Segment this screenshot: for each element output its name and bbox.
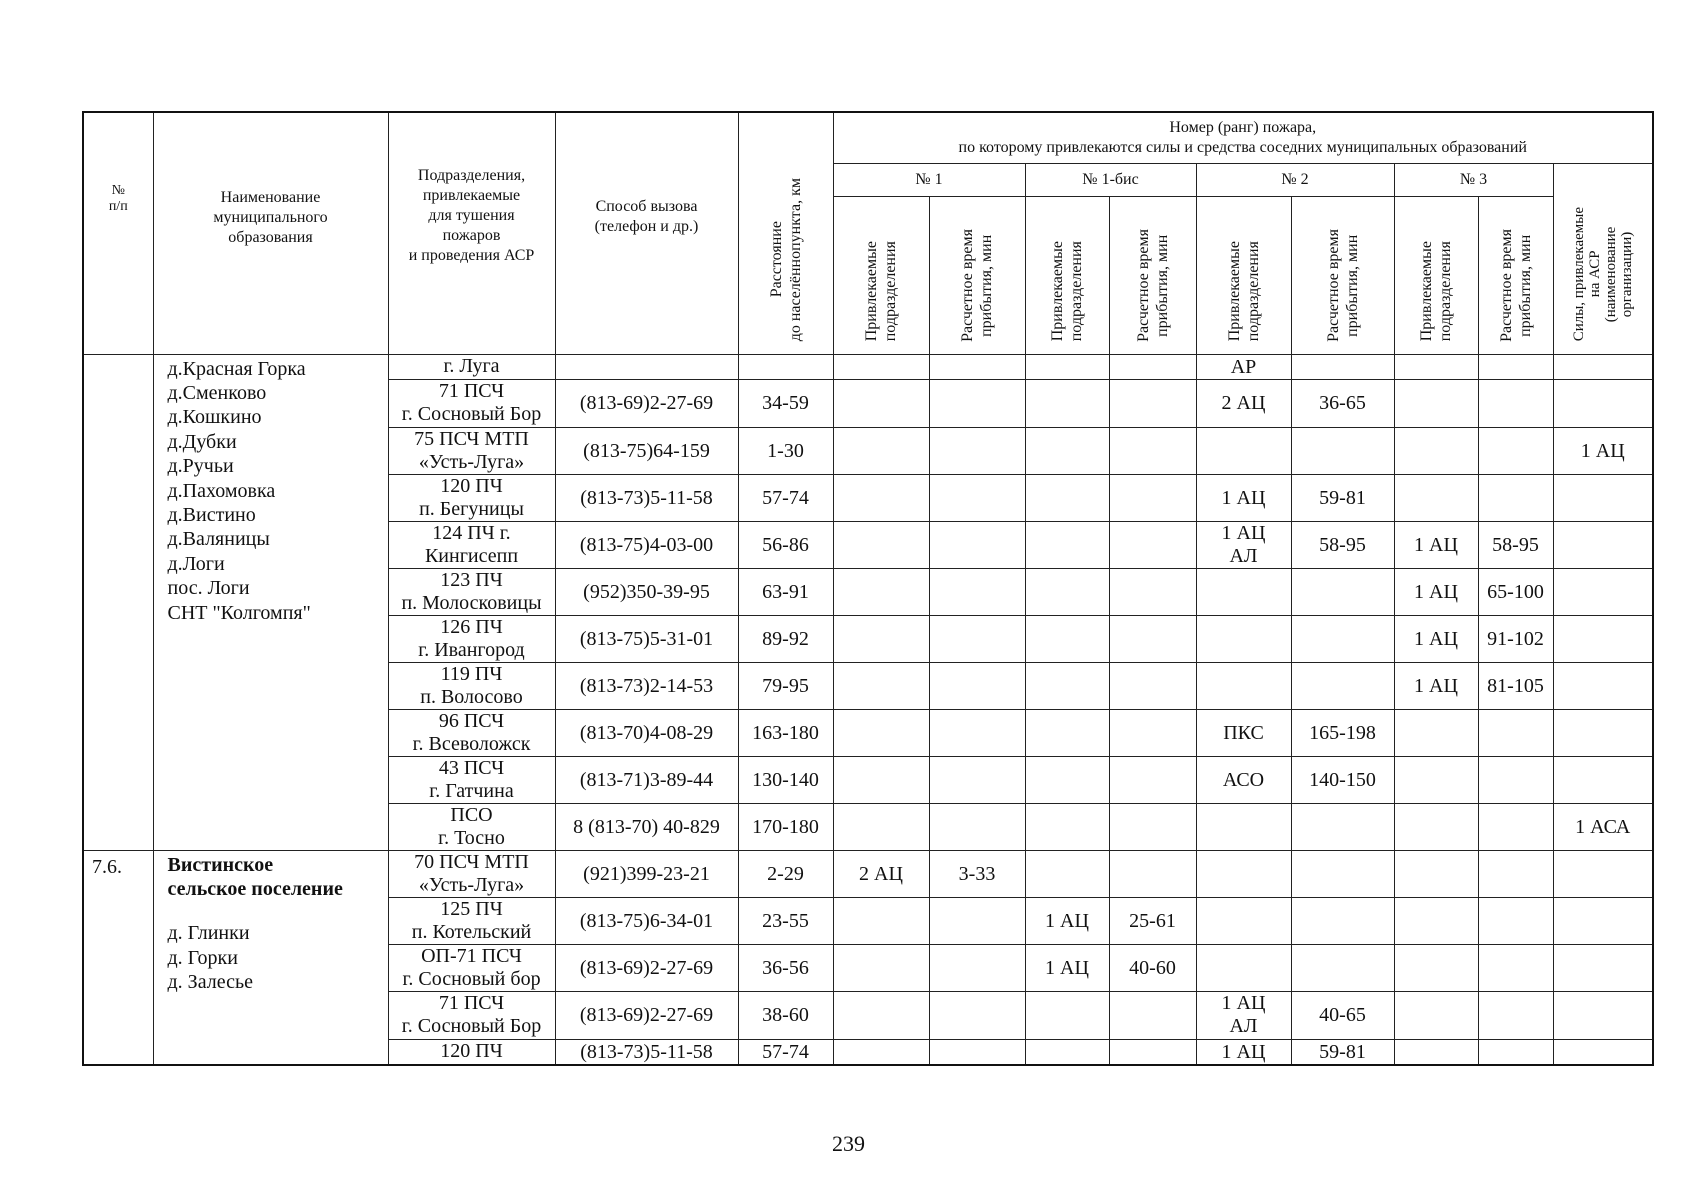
cell-distance [738,354,833,379]
cell-asr: 1 АЦ [1553,427,1653,474]
cell-r3-units: 1 АЦ [1394,568,1478,615]
header-num: № п/п [83,112,153,354]
cell-r1b-units [1025,850,1109,897]
locality-item: д.Сменково [167,381,267,404]
cell-r3-units [1394,944,1478,991]
cell-asr [1553,474,1653,521]
header-r1-time-text: Расчетное время прибытия, мин [959,228,995,342]
cell-asr [1553,897,1653,944]
cell-r3-units [1394,991,1478,1039]
cell-r3-units [1394,379,1478,427]
cell-asr [1553,709,1653,756]
cell-distance: 2-29 [738,850,833,897]
header-asr-forces [1553,163,1653,354]
header-r2-units-text: Привлекаемые подразделения [1225,241,1262,342]
cell-r2-time: 165-198 [1291,709,1394,756]
cell-asr [1553,756,1653,803]
cell-phone: (813-69)2-27-69 [555,379,738,427]
cell-r2-time: 40-65 [1291,991,1394,1039]
header-units: Подразделения, привлекаемые для тушения пожаров и проведения АСР [388,112,555,354]
cell-r2-time: 59-81 [1291,474,1394,521]
cell-unit: 71 ПСЧ г. Сосновый Бор [388,379,555,427]
header-r1-units [833,196,929,354]
cell-r1-units [833,803,929,850]
cell-r2-units: АСО [1196,756,1291,803]
cell-r1-units [833,944,929,991]
locality-item: д. Залесье [167,971,253,994]
locality-item: д.Пахомовка [167,479,276,502]
cell-r2-units [1196,803,1291,850]
header-row-1 [83,112,1653,163]
cell-r1-time: 3-33 [929,850,1025,897]
cell-r3-time [1478,850,1553,897]
cell-r2-units: 1 АЦ [1196,1039,1291,1065]
cell-r1b-time [1109,474,1196,521]
cell-phone: (813-73)5-11-58 [555,1039,738,1065]
header-r2-units [1196,196,1291,354]
cell-r1b-time: 25-61 [1109,897,1196,944]
cell-unit: 119 ПЧ п. Волосово [388,662,555,709]
fire-resources-table [82,111,1654,1066]
cell-r3-time [1478,354,1553,379]
cell-r3-units [1394,427,1478,474]
cell-distance: 34-59 [738,379,833,427]
cell-r1-units [833,427,929,474]
cell-r1-time [929,568,1025,615]
cell-r1b-units: 1 АЦ [1025,944,1109,991]
header-r1b-units-text: Привлекаемые подразделения [1049,241,1085,342]
cell-r1-time [929,803,1025,850]
cell-unit: 123 ПЧ п. Молосковицы [388,568,555,615]
cell-unit: 70 ПСЧ МТП «Усть-Луга» [388,850,555,897]
cell-asr [1553,1039,1653,1065]
cell-r1-time [929,662,1025,709]
header-call-method: Способ вызова (телефон и др.) [555,112,738,354]
cell-r1-units [833,521,929,568]
header-distance-text: Расстояние до населённопункта, км [767,178,804,342]
cell-r1-units [833,615,929,662]
cell-r3-time: 81-105 [1478,662,1553,709]
localities-list [153,354,388,850]
header-r1-units-text: Привлекаемые подразделения [863,241,899,342]
cell-r1-time [929,354,1025,379]
cell-asr [1553,944,1653,991]
cell-r1-time [929,897,1025,944]
cell-r1b-units [1025,474,1109,521]
cell-r2-time [1291,803,1394,850]
cell-r3-time [1478,897,1553,944]
cell-r2-units: 2 АЦ [1196,379,1291,427]
cell-r3-units [1394,1039,1478,1065]
header-r2-time [1291,196,1394,354]
cell-r1-time [929,944,1025,991]
cell-phone: (813-71)3-89-44 [555,756,738,803]
cell-r1b-time: 40-60 [1109,944,1196,991]
cell-r1-time [929,756,1025,803]
cell-r1b-units [1025,521,1109,568]
cell-asr [1553,615,1653,662]
cell-r3-units: 1 АЦ [1394,521,1478,568]
cell-distance: 57-74 [738,474,833,521]
cell-r3-units [1394,756,1478,803]
cell-r1-time [929,1039,1025,1065]
cell-distance: 36-56 [738,944,833,991]
header-asr-forces-text: Силы, привлекаемые на АСР (наименование организации) [1570,207,1635,342]
cell-r3-units: 1 АЦ [1394,662,1478,709]
cell-distance: 1-30 [738,427,833,474]
cell-distance: 163-180 [738,709,833,756]
cell-phone: (813-75)4-03-00 [555,521,738,568]
header-r3-units-text: Привлекаемые подразделения [1418,241,1454,342]
header-r1b-time [1109,196,1196,354]
cell-r1b-time [1109,662,1196,709]
cell-distance: 89-92 [738,615,833,662]
cell-unit: 43 ПСЧ г. Гатчина [388,756,555,803]
cell-r3-units: 1 АЦ [1394,615,1478,662]
cell-r3-time: 91-102 [1478,615,1553,662]
cell-r1b-time [1109,354,1196,379]
cell-distance: 79-95 [738,662,833,709]
locality-item: д. Глинки [167,922,250,945]
cell-unit: 75 ПСЧ МТП «Усть-Луга» [388,427,555,474]
cell-r1b-units [1025,1039,1109,1065]
cell-unit: 125 ПЧ п. Котельский [388,897,555,944]
cell-r3-time: 65-100 [1478,568,1553,615]
cell-r2-time [1291,897,1394,944]
cell-distance: 63-91 [738,568,833,615]
cell-unit: 124 ПЧ г. Кингисепп [388,521,555,568]
table-row [83,354,1653,379]
cell-r1b-units [1025,427,1109,474]
header-fire-rank: Номер (ранг) пожара, по которому привлекаются силы и средства соседних муниципальных образований [833,112,1653,163]
municipality-name: Вистинское сельское поселение [167,853,343,900]
cell-phone [555,354,738,379]
cell-unit: 120 ПЧ [388,1039,555,1065]
cell-r3-time [1478,379,1553,427]
cell-r2-units: 1 АЦ АЛ [1196,521,1291,568]
cell-r1-time [929,474,1025,521]
cell-r2-units [1196,944,1291,991]
cell-r3-units [1394,803,1478,850]
cell-r1b-units [1025,568,1109,615]
locality-item: д.Ручьи [167,455,234,478]
locality-item: пос. Логи [167,577,250,600]
header-r1-time [929,196,1025,354]
section-number: 7.6. [83,850,153,1065]
cell-r1b-time [1109,1039,1196,1065]
cell-r3-units [1394,897,1478,944]
cell-r3-time [1478,709,1553,756]
cell-distance: 56-86 [738,521,833,568]
cell-r1b-time [1109,615,1196,662]
cell-r1b-units [1025,662,1109,709]
cell-r1b-units: 1 АЦ [1025,897,1109,944]
header-municipality: Наименование муниципального образования [153,112,388,354]
cell-r1b-time [1109,427,1196,474]
section-municipality [153,850,388,1065]
cell-r1b-units [1025,354,1109,379]
cell-phone: (952)350-39-95 [555,568,738,615]
cell-r2-units: 1 АЦ [1196,474,1291,521]
cell-r3-time [1478,991,1553,1039]
cell-unit: 71 ПСЧ г. Сосновый Бор [388,991,555,1039]
cell-r1b-time [1109,991,1196,1039]
cell-r3-units [1394,709,1478,756]
cell-r1-time [929,709,1025,756]
cell-r3-time [1478,944,1553,991]
cell-phone: (921)399-23-21 [555,850,738,897]
cell-r1-units [833,991,929,1039]
table-row [83,850,1653,897]
cell-distance: 130-140 [738,756,833,803]
cell-r3-time [1478,803,1553,850]
cell-r1b-time [1109,709,1196,756]
cell-distance: 57-74 [738,1039,833,1065]
cell-r1b-time [1109,568,1196,615]
cell-phone: (813-69)2-27-69 [555,944,738,991]
cell-r3-units [1394,850,1478,897]
cell-r2-time: 140-150 [1291,756,1394,803]
cell-r1-time [929,427,1025,474]
cell-r1b-time [1109,521,1196,568]
cell-r3-time [1478,427,1553,474]
cell-r2-time [1291,615,1394,662]
cell-r2-units [1196,662,1291,709]
cell-r2-time [1291,568,1394,615]
cell-r1-time [929,615,1025,662]
page-number: 239 [832,1131,865,1156]
locality-item: д.Вистино [167,503,256,526]
cell-r2-units [1196,427,1291,474]
header-rank-1bis: № 1-бис [1025,163,1196,196]
cell-r2-units: АР [1196,354,1291,379]
cell-r2-time [1291,944,1394,991]
cell-r3-units [1394,474,1478,521]
cell-r1b-time [1109,850,1196,897]
cell-r1b-units [1025,709,1109,756]
cell-r2-time: 58-95 [1291,521,1394,568]
cell-r2-time: 59-81 [1291,1039,1394,1065]
cell-r2-time [1291,850,1394,897]
header-r1b-time-text: Расчетное время прибытия, мин [1134,228,1171,342]
cell-r3-units [1394,354,1478,379]
cell-r1b-units [1025,615,1109,662]
cell-unit: г. Луга [388,354,555,379]
cell-r1b-time [1109,756,1196,803]
header-r2-time-text: Расчетное время прибытия, мин [1324,228,1361,342]
cell-r1-units [833,662,929,709]
cell-r1b-units [1025,803,1109,850]
cell-r1b-time [1109,803,1196,850]
locality-item: д.Красная Горка [167,357,306,380]
cell-phone: (813-73)2-14-53 [555,662,738,709]
locality-item: СНТ "Колгомпя" [167,601,311,624]
header-r1b-units [1025,196,1109,354]
cell-r1b-units [1025,379,1109,427]
cell-r3-time [1478,474,1553,521]
cell-r1b-units [1025,756,1109,803]
cell-unit: 126 ПЧ г. Ивангород [388,615,555,662]
cell-distance: 170-180 [738,803,833,850]
locality-item: д.Логи [167,552,225,575]
cell-asr [1553,568,1653,615]
header-rank-3: № 3 [1394,163,1553,196]
header-r3-units [1394,196,1478,354]
cell-r1-units [833,897,929,944]
cell-r2-time [1291,427,1394,474]
cell-r2-units: 1 АЦ АЛ [1196,991,1291,1039]
cell-r1-time [929,379,1025,427]
cell-num [83,354,153,850]
cell-r1-units [833,568,929,615]
cell-r3-time [1478,756,1553,803]
cell-phone: (813-75)64-159 [555,427,738,474]
cell-r1-units: 2 АЦ [833,850,929,897]
cell-r1-units [833,354,929,379]
cell-r3-time: 58-95 [1478,521,1553,568]
cell-phone: (813-69)2-27-69 [555,991,738,1039]
spacer [168,901,388,921]
cell-asr: 1 АСА [1553,803,1653,850]
cell-r1-units [833,756,929,803]
cell-r1b-time [1109,379,1196,427]
cell-r2-time [1291,354,1394,379]
locality-item: д.Валяницы [167,528,270,551]
cell-phone: (813-73)5-11-58 [555,474,738,521]
cell-r2-time [1291,662,1394,709]
cell-r1-units [833,474,929,521]
cell-asr [1553,850,1653,897]
header-distance [738,112,833,354]
cell-r2-time: 36-65 [1291,379,1394,427]
cell-asr [1553,662,1653,709]
cell-r2-units [1196,850,1291,897]
cell-r3-time [1478,1039,1553,1065]
cell-r1-units [833,709,929,756]
cell-r1b-units [1025,991,1109,1039]
cell-unit: 120 ПЧ п. Бегуницы [388,474,555,521]
locality-item: д. Горки [167,946,238,969]
cell-unit: ПСО г. Тосно [388,803,555,850]
cell-asr [1553,379,1653,427]
header-rank-1: № 1 [833,163,1025,196]
cell-unit: 96 ПСЧ г. Всеволожск [388,709,555,756]
header-r3-time-text: Расчетное время прибытия, мин [1497,228,1534,342]
header-rank-2: № 2 [1196,163,1394,196]
cell-distance: 23-55 [738,897,833,944]
cell-r2-units [1196,897,1291,944]
cell-asr [1553,521,1653,568]
cell-r2-units [1196,615,1291,662]
cell-r2-units: ПКС [1196,709,1291,756]
cell-r1-units [833,1039,929,1065]
locality-item: д.Кошкино [167,406,262,429]
cell-phone: (813-75)6-34-01 [555,897,738,944]
cell-phone: 8 (813-70) 40-829 [555,803,738,850]
cell-asr [1553,991,1653,1039]
header-r3-time [1478,196,1553,354]
cell-distance: 38-60 [738,991,833,1039]
cell-r1-time [929,521,1025,568]
cell-phone: (813-75)5-31-01 [555,615,738,662]
locality-item: д.Дубки [167,430,237,453]
cell-unit: ОП-71 ПСЧ г. Сосновый бор [388,944,555,991]
cell-r1-time [929,991,1025,1039]
cell-asr [1553,354,1653,379]
cell-r2-units [1196,568,1291,615]
cell-phone: (813-70)4-08-29 [555,709,738,756]
cell-r1-units [833,379,929,427]
